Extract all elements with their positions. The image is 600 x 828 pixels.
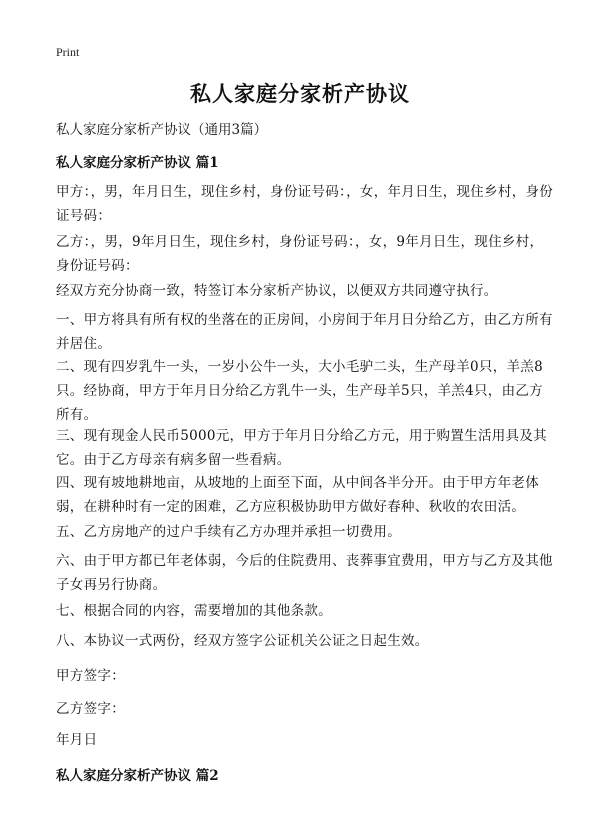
paragraph-clause-3: 三、现有现金人民币5000元，甲方于年月日分给乙方元，用于购置生活用具及其它。由于乙方母亲有病多留一些看病。 (56, 428, 547, 468)
signature-date: 年月日 (56, 732, 98, 748)
paragraph-party-a: 甲方：，男，年月日生，现住乡村，身份证号码：，女，年月日生，现住乡村，身份证号码： (56, 184, 554, 224)
section-heading-2: 私人家庭分家析产协议 篇2 (56, 768, 219, 784)
paragraph-clause-4: 四、现有坡地耕地亩，从坡地的上面至下面，从中间各半分开。由于甲方年老体弱，在耕种时有一定的困难，乙方应积极协助甲方做好春种、秋收的农田活。 (56, 475, 539, 515)
paragraph-party-b: 乙方：，男，9年月日生，现住乡村，身份证号码：，女，9年月日生，现住乡村，身份证号码： (56, 234, 544, 274)
paragraph-clause-7: 七、根据合同的内容，需要增加的其他条款。 (56, 603, 332, 619)
paragraph-clause-6: 六、由于甲方都已年老体弱，今后的住院费用、丧葬事宜费用，甲方与乙方及其他子女再另行协商。 (56, 553, 553, 593)
document-subtitle: 私人家庭分家析产协议（通用3篇） (56, 122, 268, 138)
page-title: 私人家庭分家析产协议 (190, 81, 410, 106)
paragraph-clause-5: 五、乙方房地产的过户手续有乙方办理并承担一切费用。 (56, 524, 401, 540)
paragraph-clause-2: 二、现有四岁乳牛一头，一岁小公牛一头，大小毛驴二头，生产母羊0只，羊羔8只。经协商，甲方于年月日分给乙方乳牛一头，生产母羊5只，羊羔4只，由乙方所有。 (56, 359, 543, 423)
signature-party-a: 甲方签字： (56, 668, 125, 684)
print-link[interactable]: Print (56, 45, 80, 59)
paragraph-agreement-intro: 经双方充分协商一致，特签订本分家析产协议，以便双方共同遵守执行。 (56, 283, 498, 299)
section-heading-1: 私人家庭分家析产协议 篇1 (56, 155, 219, 171)
paragraph-clause-1: 一、甲方将具有所有权的坐落在的正房间，小房间于年月日分给乙方，由乙方所有并居住。 (56, 312, 553, 352)
paragraph-clause-8: 八、本协议一式两份，经双方签字公证机关公证之日起生效。 (56, 633, 429, 649)
signature-party-b: 乙方签字： (56, 701, 125, 717)
